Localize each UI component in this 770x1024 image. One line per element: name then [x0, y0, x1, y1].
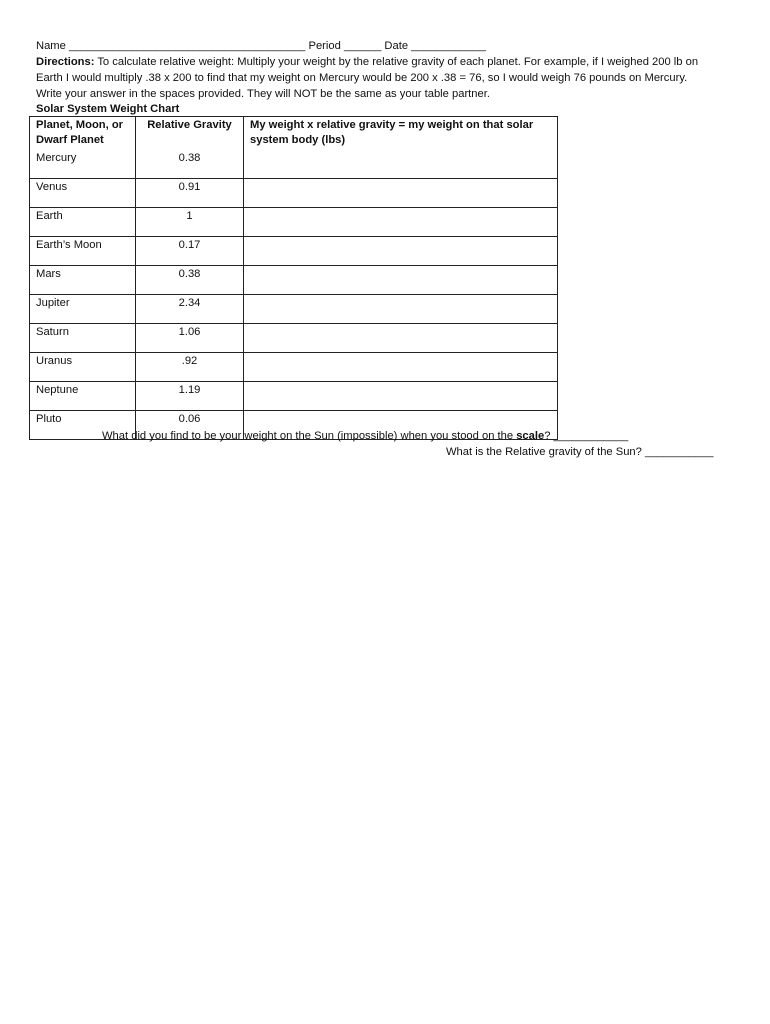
name-label: Name — [36, 40, 66, 52]
chart-title: Solar System Weight Chart — [36, 103, 180, 115]
cell-body: Neptune — [30, 382, 136, 411]
cell-gravity: 1.06 — [136, 324, 244, 353]
table-header-row — [30, 117, 558, 151]
cell-weight-answer[interactable] — [244, 382, 558, 411]
directions-line-1 — [36, 54, 698, 70]
table-row — [30, 353, 558, 382]
cell-weight-answer[interactable] — [244, 208, 558, 237]
directions-line-2: Earth I would multiply .38 x 200 to find that my weight on Mercury would be 200 x .38 = 76, so I would weigh 76 pounds on Mercury. — [36, 72, 688, 84]
header-body: Planet, Moon, or Dwarf Planet — [30, 117, 136, 151]
sun-weight-question-prefix: What did you find to be your weight on the Sun (impossible) when you stood on the — [102, 430, 517, 442]
cell-body: Venus — [30, 179, 136, 208]
header-gravity: Relative Gravity — [136, 117, 244, 151]
cell-weight-answer[interactable] — [244, 295, 558, 324]
cell-gravity: 0.06 — [136, 411, 244, 440]
sun-weight-question-bold: scale — [516, 430, 545, 442]
cell-body: Pluto — [30, 411, 136, 440]
table-row — [30, 382, 558, 411]
cell-gravity: 0.38 — [136, 266, 244, 295]
cell-gravity: .92 — [136, 353, 244, 382]
table-row — [30, 208, 558, 237]
directions-line-3: Write your answer in the spaces provided. They will NOT be the same as your table partner. — [36, 88, 490, 100]
sun-weight-question — [102, 428, 628, 444]
header-weight: My weight x relative gravity = my weight on that solar system body (lbs) — [244, 117, 558, 151]
sun-weight-question-suffix: ? ____________ — [544, 430, 629, 442]
name-period-date-line — [36, 38, 486, 54]
date-label: Date — [384, 40, 409, 52]
date-blank: ____________ — [411, 40, 486, 52]
directions-text-1: To calculate relative weight: Multiply your weight by the relative gravity of each planet. For example, if I weighed 200 lb on — [94, 56, 699, 68]
cell-weight-answer[interactable] — [244, 150, 558, 179]
cell-body: Mercury — [30, 150, 136, 179]
cell-gravity: 0.91 — [136, 179, 244, 208]
table-row — [30, 266, 558, 295]
cell-body: Mars — [30, 266, 136, 295]
cell-weight-answer[interactable] — [244, 237, 558, 266]
cell-gravity: 1 — [136, 208, 244, 237]
table-row — [30, 324, 558, 353]
cell-weight-answer[interactable] — [244, 353, 558, 382]
cell-gravity: 0.38 — [136, 150, 244, 179]
directions-label: Directions: — [36, 56, 95, 68]
cell-gravity: 1.19 — [136, 382, 244, 411]
cell-body: Jupiter — [30, 295, 136, 324]
cell-weight-answer[interactable] — [244, 179, 558, 208]
cell-weight-answer[interactable] — [244, 324, 558, 353]
table-row — [30, 150, 558, 179]
cell-gravity: 0.17 — [136, 237, 244, 266]
table-row — [30, 295, 558, 324]
cell-weight-answer[interactable] — [244, 266, 558, 295]
weight-table — [29, 116, 558, 440]
name-blank: ______________________________________ — [68, 40, 306, 52]
cell-body: Saturn — [30, 324, 136, 353]
cell-body: Uranus — [30, 353, 136, 382]
period-label: Period — [308, 40, 341, 52]
period-blank: ______ — [343, 40, 382, 52]
cell-gravity: 2.34 — [136, 295, 244, 324]
cell-body: Earth’s Moon — [30, 237, 136, 266]
table-row — [30, 237, 558, 266]
sun-gravity-question: What is the Relative gravity of the Sun? ___________ — [446, 446, 714, 458]
table-row — [30, 179, 558, 208]
cell-body: Earth — [30, 208, 136, 237]
